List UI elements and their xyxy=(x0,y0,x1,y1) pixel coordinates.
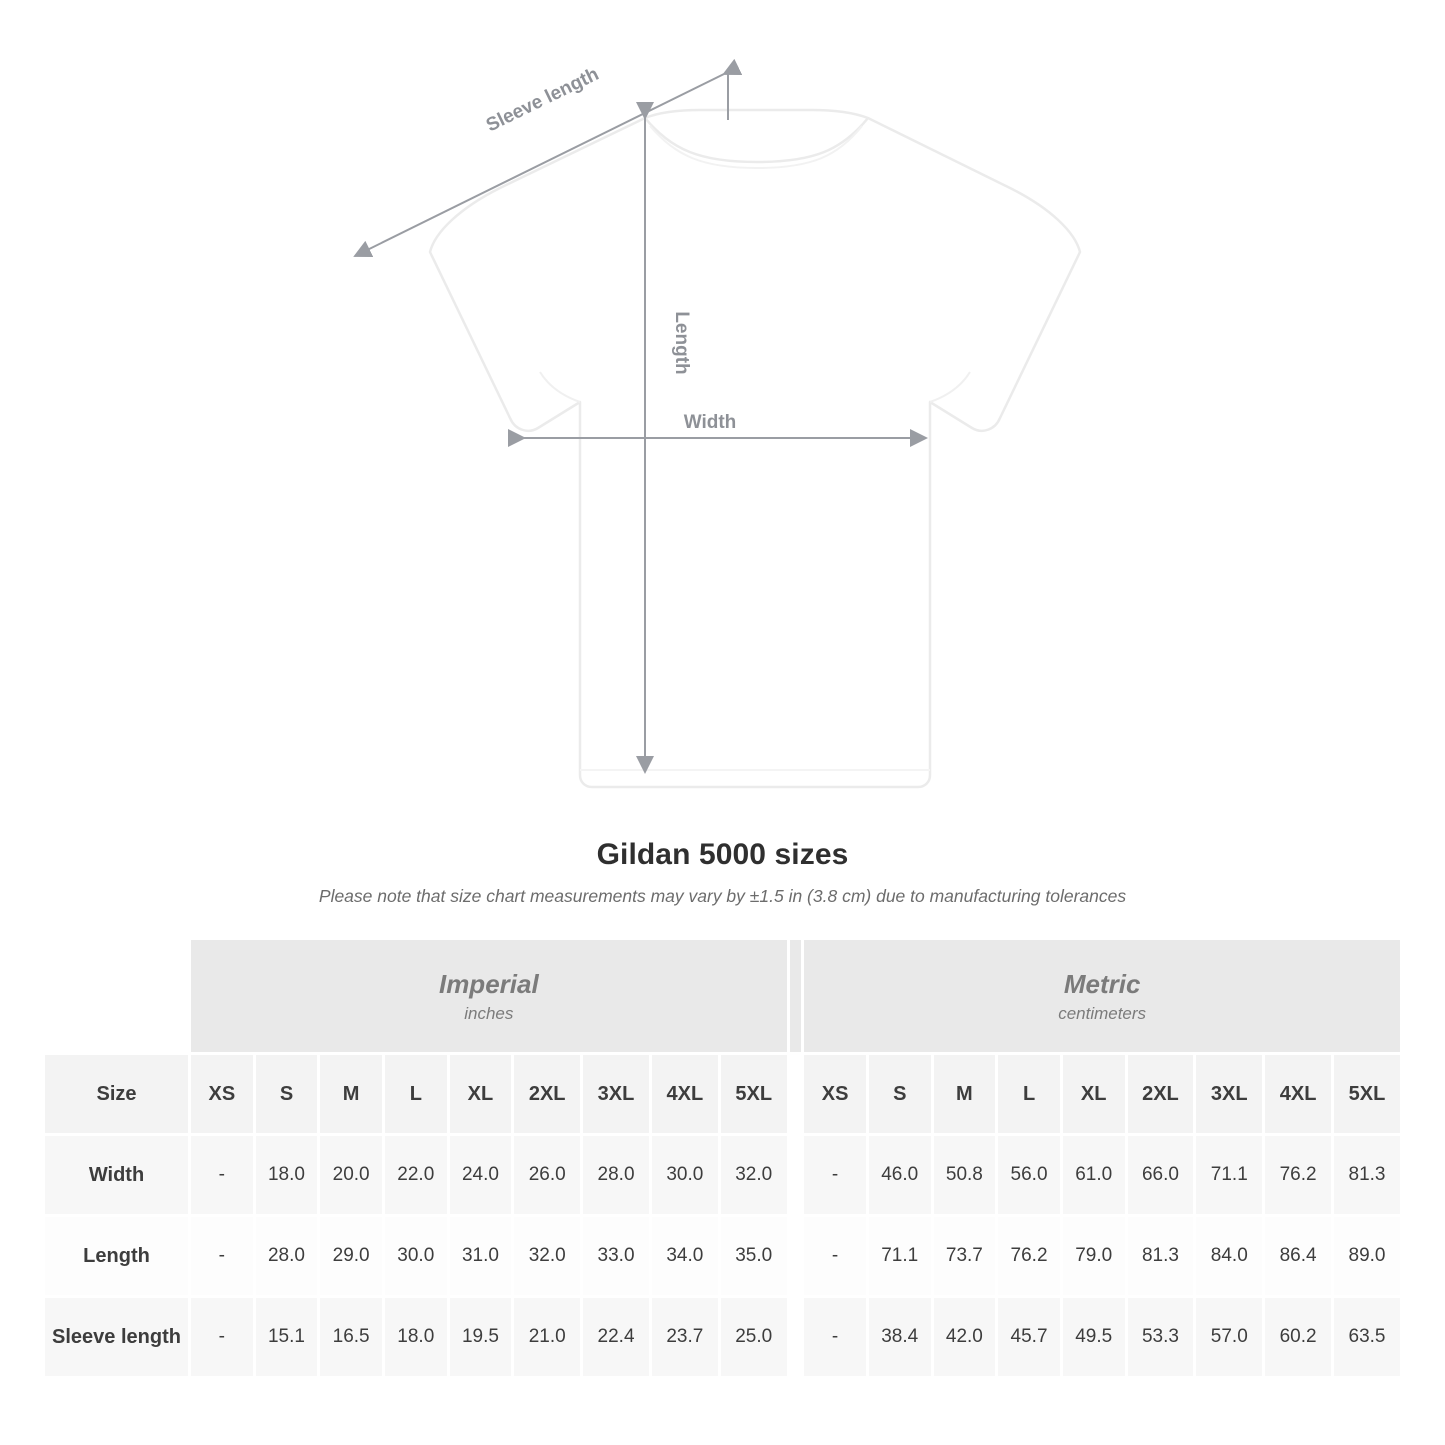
row-label-width: Width xyxy=(44,1135,190,1216)
width-metric-4xl: 76.2 xyxy=(1264,1135,1333,1216)
header-metric-xl: XL xyxy=(1061,1054,1126,1135)
title-block xyxy=(0,838,1445,907)
length-imperial-xl: 31.0 xyxy=(448,1216,513,1297)
width-imperial-2xl: 26.0 xyxy=(513,1135,582,1216)
length-imperial-m: 29.0 xyxy=(319,1216,384,1297)
sleeve-metric-xs: - xyxy=(803,1297,868,1378)
header-imperial-m: M xyxy=(319,1054,384,1135)
length-metric-l: 76.2 xyxy=(997,1216,1062,1297)
unit-header-imperial xyxy=(190,939,789,1054)
header-size-label: Size xyxy=(44,1054,190,1135)
width-imperial-3xl: 28.0 xyxy=(582,1135,651,1216)
header-metric-m: M xyxy=(932,1054,997,1135)
length-metric-5xl: 89.0 xyxy=(1333,1216,1402,1297)
size-header-row xyxy=(44,1054,1402,1135)
header-imperial-2xl: 2XL xyxy=(513,1054,582,1135)
header-imperial-xs: XS xyxy=(190,1054,255,1135)
sleeve-imperial-xs: - xyxy=(190,1297,255,1378)
width-imperial-m: 20.0 xyxy=(319,1135,384,1216)
row-label-sleeve-length: Sleeve length xyxy=(44,1297,190,1378)
width-imperial-xs: - xyxy=(190,1135,255,1216)
header-metric-s: S xyxy=(867,1054,932,1135)
header-metric-3xl: 3XL xyxy=(1195,1054,1264,1135)
unit-header-gap xyxy=(788,939,803,1054)
row-label-length: Length xyxy=(44,1216,190,1297)
width-metric-xl: 61.0 xyxy=(1061,1135,1126,1216)
table-row-length xyxy=(44,1216,1402,1297)
unit-name-metric: Metric xyxy=(1063,968,1141,999)
unit-name-imperial: Imperial xyxy=(438,968,539,999)
sleeve-metric-3xl: 57.0 xyxy=(1195,1297,1264,1378)
header-metric-2xl: 2XL xyxy=(1126,1054,1195,1135)
width-imperial-4xl: 30.0 xyxy=(650,1135,719,1216)
length-imperial-l: 30.0 xyxy=(383,1216,448,1297)
table-row-sleeve-length xyxy=(44,1297,1402,1378)
header-metric-xs: XS xyxy=(803,1054,868,1135)
sleeve-metric-5xl: 63.5 xyxy=(1333,1297,1402,1378)
sleeve-imperial-5xl: 25.0 xyxy=(719,1297,788,1378)
sleeve-imperial-4xl: 23.7 xyxy=(650,1297,719,1378)
sleeve-metric-xl: 49.5 xyxy=(1061,1297,1126,1378)
unit-header-blank xyxy=(44,939,190,1054)
header-imperial-5xl: 5XL xyxy=(719,1054,788,1135)
header-imperial-3xl: 3XL xyxy=(582,1054,651,1135)
sleeve-metric-4xl: 60.2 xyxy=(1264,1297,1333,1378)
length-metric-xs: - xyxy=(803,1216,868,1297)
length-imperial-3xl: 33.0 xyxy=(582,1216,651,1297)
header-imperial-l: L xyxy=(383,1054,448,1135)
length-metric-s: 71.1 xyxy=(867,1216,932,1297)
size-table-wrapper xyxy=(42,937,1403,1379)
length-imperial-s: 28.0 xyxy=(254,1216,319,1297)
header-metric-l: L xyxy=(997,1054,1062,1135)
width-metric-5xl: 81.3 xyxy=(1333,1135,1402,1216)
table-row-width xyxy=(44,1135,1402,1216)
length-metric-xl: 79.0 xyxy=(1061,1216,1126,1297)
sleeve-imperial-3xl: 22.4 xyxy=(582,1297,651,1378)
unit-header-metric xyxy=(803,939,1402,1054)
header-imperial-s: S xyxy=(254,1054,319,1135)
sleeve-imperial-l: 18.0 xyxy=(383,1297,448,1378)
header-metric-5xl: 5XL xyxy=(1333,1054,1402,1135)
width-imperial-xl: 24.0 xyxy=(448,1135,513,1216)
unit-header-row xyxy=(44,939,1402,1054)
width-imperial-s: 18.0 xyxy=(254,1135,319,1216)
size-chart-table xyxy=(42,937,1403,1379)
sleeve-length-label: Sleeve length xyxy=(482,63,603,137)
width-metric-3xl: 71.1 xyxy=(1195,1135,1264,1216)
width-metric-l: 56.0 xyxy=(997,1135,1062,1216)
width-metric-xs: - xyxy=(803,1135,868,1216)
length-metric-4xl: 86.4 xyxy=(1264,1216,1333,1297)
page-title: Gildan 5000 sizes xyxy=(596,838,849,871)
width-metric-m: 50.8 xyxy=(932,1135,997,1216)
sleeve-imperial-m: 16.5 xyxy=(319,1297,384,1378)
sleeve-metric-m: 42.0 xyxy=(932,1297,997,1378)
sleeve-spacer xyxy=(788,1297,803,1378)
width-imperial-5xl: 32.0 xyxy=(719,1135,788,1216)
length-imperial-4xl: 34.0 xyxy=(650,1216,719,1297)
header-imperial-xl: XL xyxy=(448,1054,513,1135)
sleeve-metric-s: 38.4 xyxy=(867,1297,932,1378)
length-label: Length xyxy=(671,311,692,375)
length-imperial-5xl: 35.0 xyxy=(719,1216,788,1297)
header-imperial-4xl: 4XL xyxy=(650,1054,719,1135)
length-imperial-xs: - xyxy=(190,1216,255,1297)
length-metric-3xl: 84.0 xyxy=(1195,1216,1264,1297)
width-imperial-l: 22.0 xyxy=(383,1135,448,1216)
length-metric-2xl: 81.3 xyxy=(1126,1216,1195,1297)
sleeve-imperial-s: 15.1 xyxy=(254,1297,319,1378)
width-label: Width xyxy=(683,412,737,433)
length-metric-m: 73.7 xyxy=(932,1216,997,1297)
sleeve-imperial-2xl: 21.0 xyxy=(513,1297,582,1378)
width-metric-2xl: 66.0 xyxy=(1126,1135,1195,1216)
width-spacer xyxy=(788,1135,803,1216)
unit-sub-metric: centimeters xyxy=(1058,1004,1147,1024)
width-metric-s: 46.0 xyxy=(867,1135,932,1216)
length-spacer xyxy=(788,1216,803,1297)
tolerance-note: Please note that size chart measurements may vary by ±1.5 in (3.8 cm) due to manufacturing tolerances xyxy=(318,886,1127,906)
header-metric-4xl: 4XL xyxy=(1264,1054,1333,1135)
header-spacer xyxy=(788,1054,803,1135)
tshirt-shape xyxy=(430,110,1080,787)
unit-sub-imperial: inches xyxy=(464,1004,514,1024)
sleeve-metric-2xl: 53.3 xyxy=(1126,1297,1195,1378)
length-imperial-2xl: 32.0 xyxy=(513,1216,582,1297)
sleeve-metric-l: 45.7 xyxy=(997,1297,1062,1378)
sleeve-imperial-xl: 19.5 xyxy=(448,1297,513,1378)
